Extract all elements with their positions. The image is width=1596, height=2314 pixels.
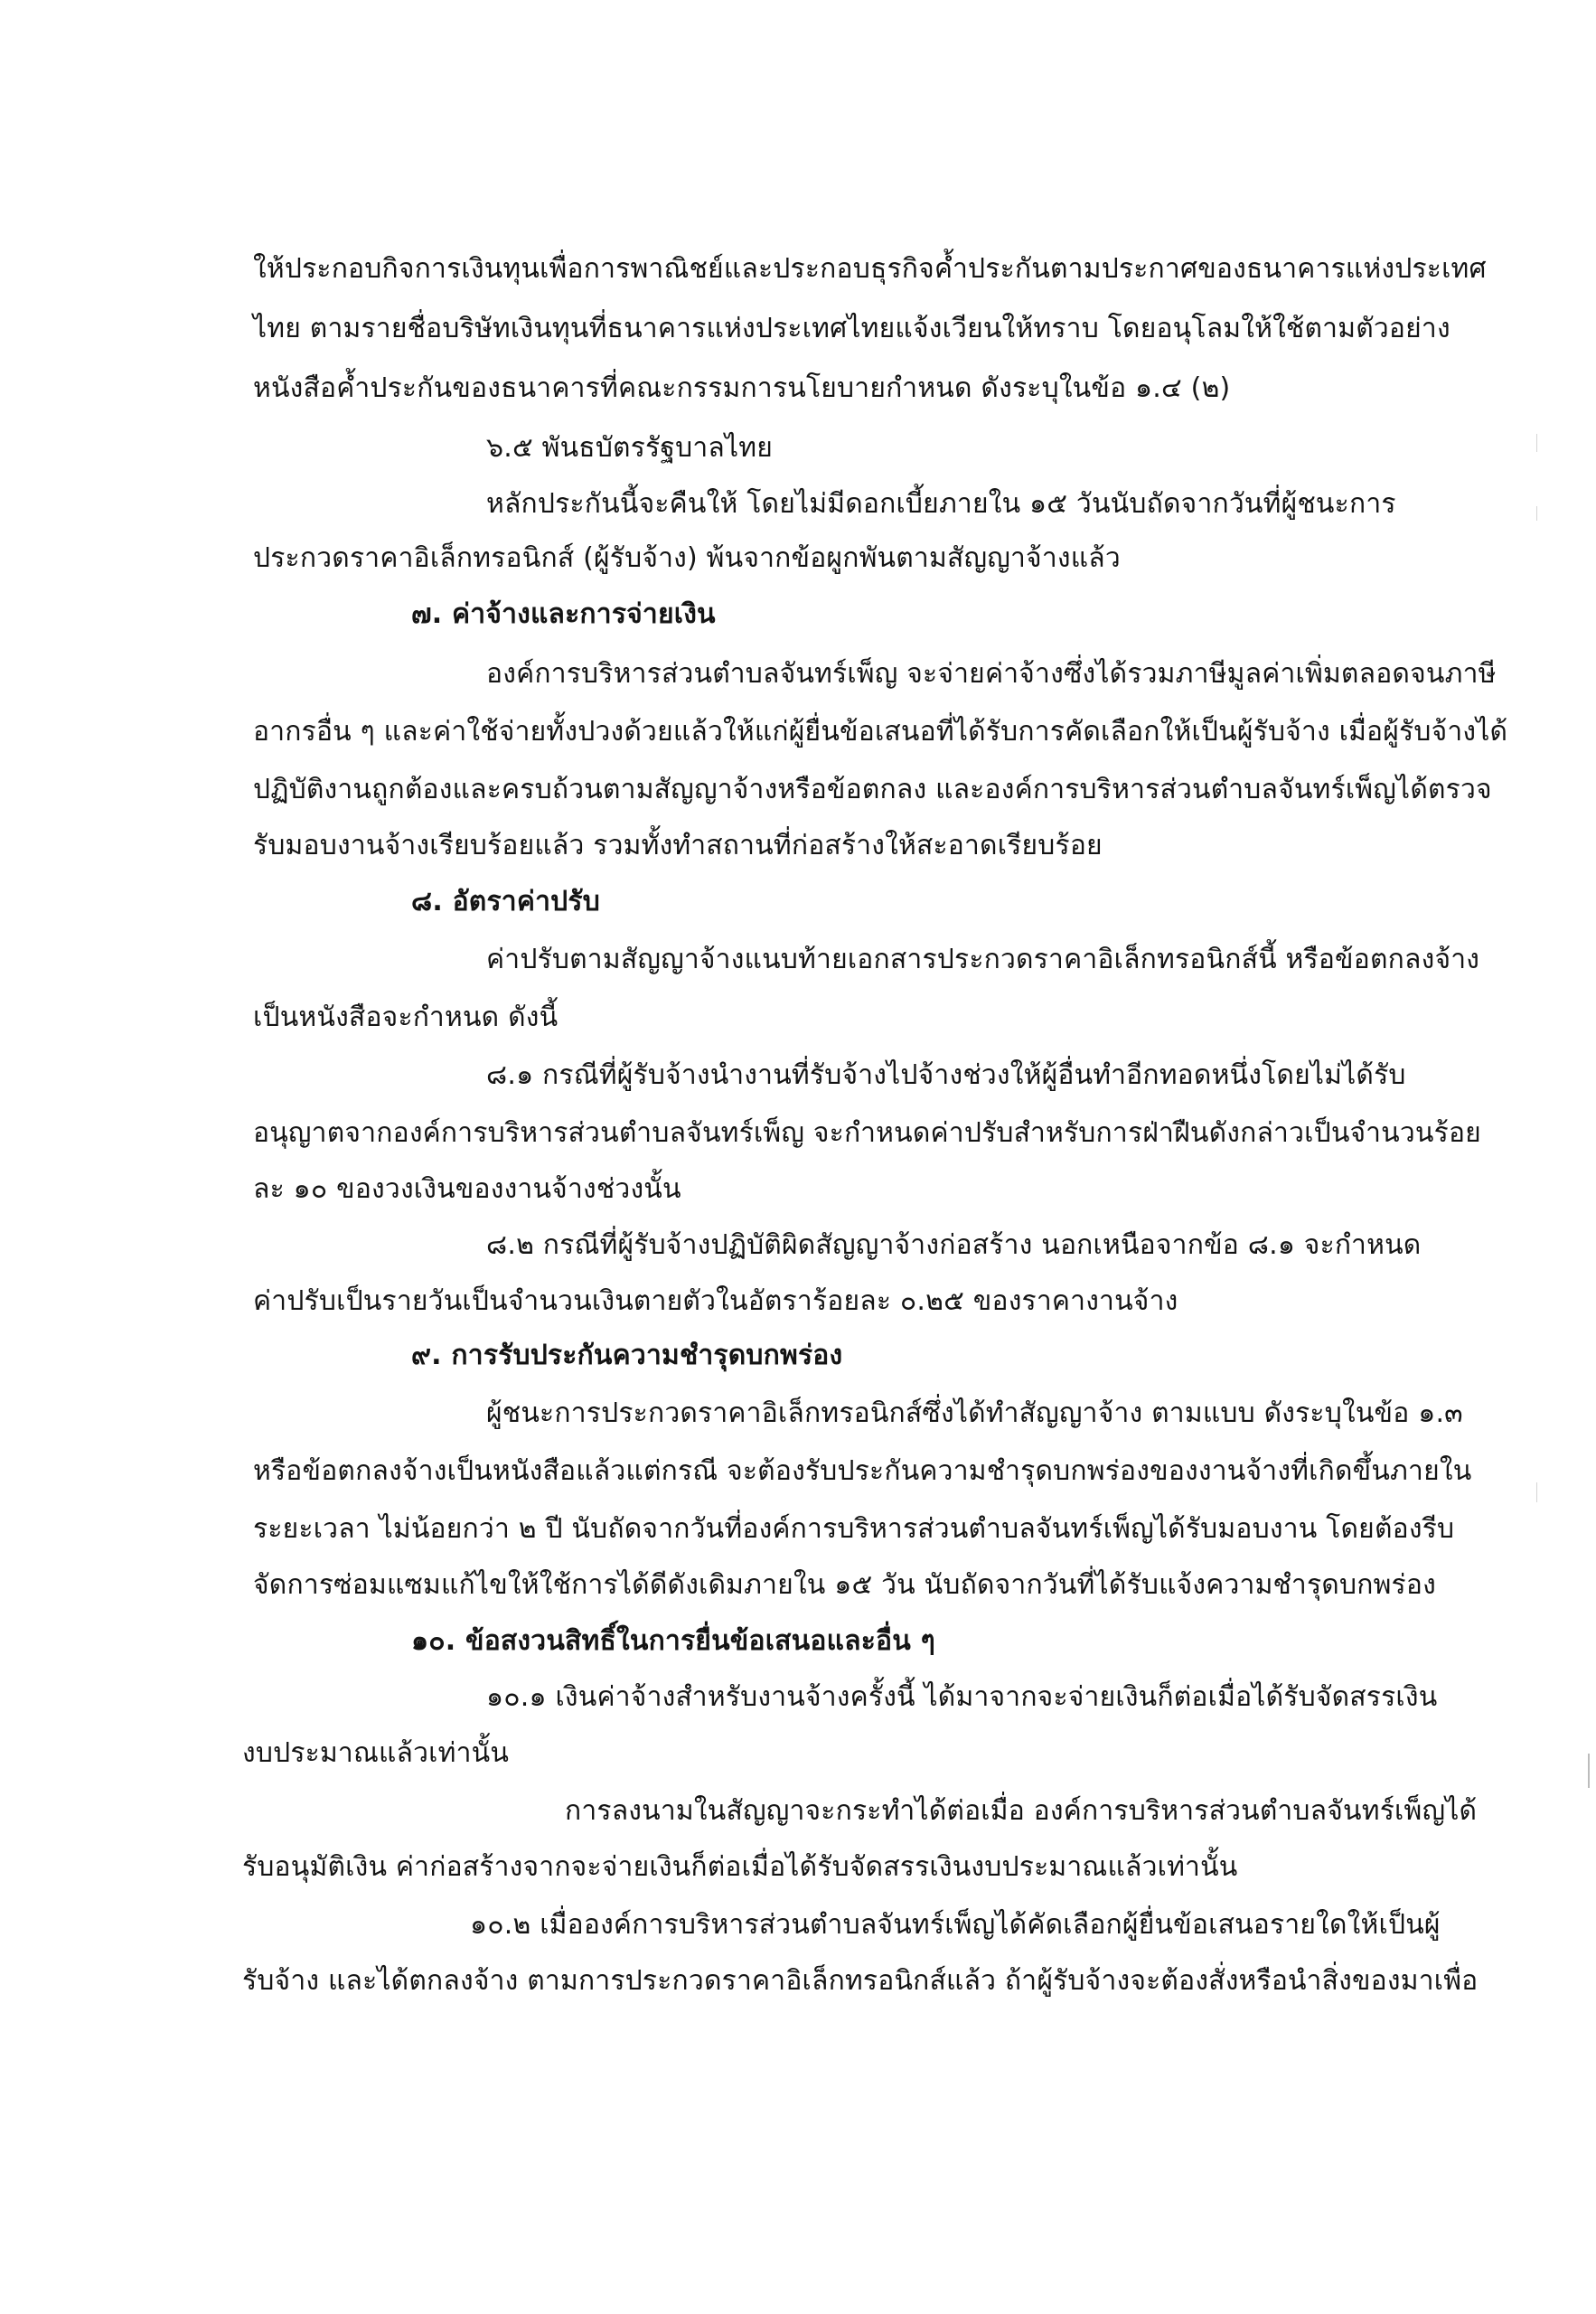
text-line: อนุญาตจากองค์การบริหารส่วนตำบลจันทร์เพ็ญ จะกำหนดค่าปรับสำหรับการฝ่าฝืนดังกล่าวเป็นจำนวนร้อย (253, 1117, 1481, 1149)
text-line: ผู้ชนะการประกวดราคาอิเล็กทรอนิกส์ซึ่งได้ทำสัญญาจ้าง ตามแบบ ดังระบุในข้อ ๑.๓ (486, 1397, 1463, 1429)
item-10-2: ๑๐.๒ เมื่อองค์การบริหารส่วนตำบลจันทร์เพ็ญได้คัดเลือกผู้ยื่นข้อเสนอรายใดให้เป็นผู้ (470, 1909, 1441, 1941)
section-10-heading: ๑๐. ข้อสงวนสิทธิ์ในการยื่นข้อเสนอและอื่น ๆ (411, 1625, 935, 1657)
text-line: รับจ้าง และได้ตกลงจ้าง ตามการประกวดราคาอิเล็กทรอนิกส์แล้ว ถ้าผู้รับจ้างจะต้องสั่งหรือนำสิ่งของมาเพื่อ (242, 1965, 1479, 1997)
text-line: รับอนุมัติเงิน ค่าก่อสร้างจากจะจ่ายเงินก็ต่อเมื่อได้รับจัดสรรเงินงบประมาณแล้วเท่านั้น (242, 1851, 1238, 1883)
text-line: ให้ประกอบกิจการเงินทุนเพื่อการพาณิชย์และประกอบธุรกิจค้ำประกันตามประกาศของธนาคารแห่งประเทศ (253, 253, 1487, 285)
text-line: ระยะเวลา ไม่น้อยกว่า ๒ ปี นับถัดจากวันที่องค์การบริหารส่วนตำบลจันทร์เพ็ญได้รับมอบงาน โดยต้องรีบ (253, 1513, 1455, 1545)
text-line: องค์การบริหารส่วนตำบลจันทร์เพ็ญ จะจ่ายค่าจ้างซึ่งได้รวมภาษีมูลค่าเพิ่มตลอดจนภาษี (486, 658, 1497, 690)
text-line: หนังสือค้ำประกันของธนาคารที่คณะกรรมการนโยบายกำหนด ดังระบุในข้อ ๑.๔ (๒) (253, 372, 1231, 404)
text-line: รับมอบงานจ้างเรียบร้อยแล้ว รวมทั้งทำสถานที่ก่อสร้างให้สะอาดเรียบร้อย (253, 830, 1103, 861)
item-6-5-heading: ๖.๕ พันธบัตรรัฐบาลไทย (486, 432, 774, 464)
item-8-2: ๘.๒ กรณีที่ผู้รับจ้างปฏิบัติผิดสัญญาจ้างก่อสร้าง นอกเหนือจากข้อ ๘.๑ จะกำหนด (486, 1229, 1422, 1261)
item-8-1: ๘.๑ กรณีที่ผู้รับจ้างนำงานที่รับจ้างไปจ้างช่วงให้ผู้อื่นทำอีกทอดหนึ่งโดยไม่ได้รับ (486, 1059, 1406, 1091)
text-line: หลักประกันนี้จะคืนให้ โดยไม่มีดอกเบี้ยภายใน ๑๕ วันนับถัดจากวันที่ผู้ชนะการ (486, 488, 1396, 520)
text-line: งบประมาณแล้วเท่านั้น (242, 1737, 510, 1769)
text-line: ไทย ตามรายชื่อบริษัทเงินทุนที่ธนาคารแห่งประเทศไทยแจ้งเวียนให้ทราบ โดยอนุโลมให้ใช้ตามตัวอย่าง (253, 313, 1450, 344)
scan-dot-mark (1536, 506, 1537, 521)
scan-dot-mark (1536, 434, 1537, 452)
section-7-heading: ๗. ค่าจ้างและการจ่ายเงิน (411, 598, 716, 630)
text-line: เป็นหนังสือจะกำหนด ดังนี้ (253, 1002, 559, 1033)
scan-dot-mark (1536, 1482, 1537, 1502)
section-8-heading: ๘. อัตราค่าปรับ (411, 886, 600, 917)
text-line: การลงนามในสัญญาจะกระทำได้ต่อเมื่อ องค์การบริหารส่วนตำบลจันทร์เพ็ญได้ (565, 1795, 1478, 1827)
text-line: ค่าปรับตามสัญญาจ้างแนบท้ายเอกสารประกวดราคาอิเล็กทรอนิกส์นี้ หรือข้อตกลงจ้าง (486, 944, 1480, 975)
text-line: จัดการซ่อมแซมแก้ไขให้ใช้การได้ดีดังเดิมภายใน ๑๕ วัน นับถัดจากวันที่ได้รับแจ้งความชำรุดบกพร่อง (253, 1569, 1436, 1601)
text-line: ประกวดราคาอิเล็กทรอนิกส์ (ผู้รับจ้าง) พ้นจากข้อผูกพันตามสัญญาจ้างแล้ว (253, 542, 1121, 574)
text-line: ละ ๑๐ ของวงเงินของงานจ้างช่วงนั้น (253, 1173, 681, 1205)
text-line: อากรอื่น ๆ และค่าใช้จ่ายทั้งปวงด้วยแล้วให้แก่ผู้ยื่นข้อเสนอที่ได้รับการคัดเลือกให้เป็นผู้รับจ้าง เมื่อผู้รับจ้างได้ (253, 716, 1508, 748)
section-9-heading: ๙. การรับประกันความชำรุดบกพร่อง (411, 1340, 843, 1371)
text-line: ค่าปรับเป็นรายวันเป็นจำนวนเงินตายตัวในอัตราร้อยละ ๐.๒๕ ของราคางานจ้าง (253, 1285, 1178, 1317)
text-line: หรือข้อตกลงจ้างเป็นหนังสือแล้วแต่กรณี จะต้องรับประกันความชำรุดบกพร่องของงานจ้างที่เกิดขึ้นภายใน (253, 1455, 1472, 1487)
item-10-1: ๑๐.๑ เงินค่าจ้างสำหรับงานจ้างครั้งนี้ ได้มาจากจะจ่ายเงินก็ต่อเมื่อได้รับจัดสรรเงิน (486, 1681, 1438, 1713)
text-line: ปฏิบัติงานถูกต้องและครบถ้วนตามสัญญาจ้างหรือข้อตกลง และองค์การบริหารส่วนตำบลจันทร์เพ็ญได้ตรวจ (253, 774, 1492, 805)
scan-edge-mark (1588, 1754, 1590, 1788)
